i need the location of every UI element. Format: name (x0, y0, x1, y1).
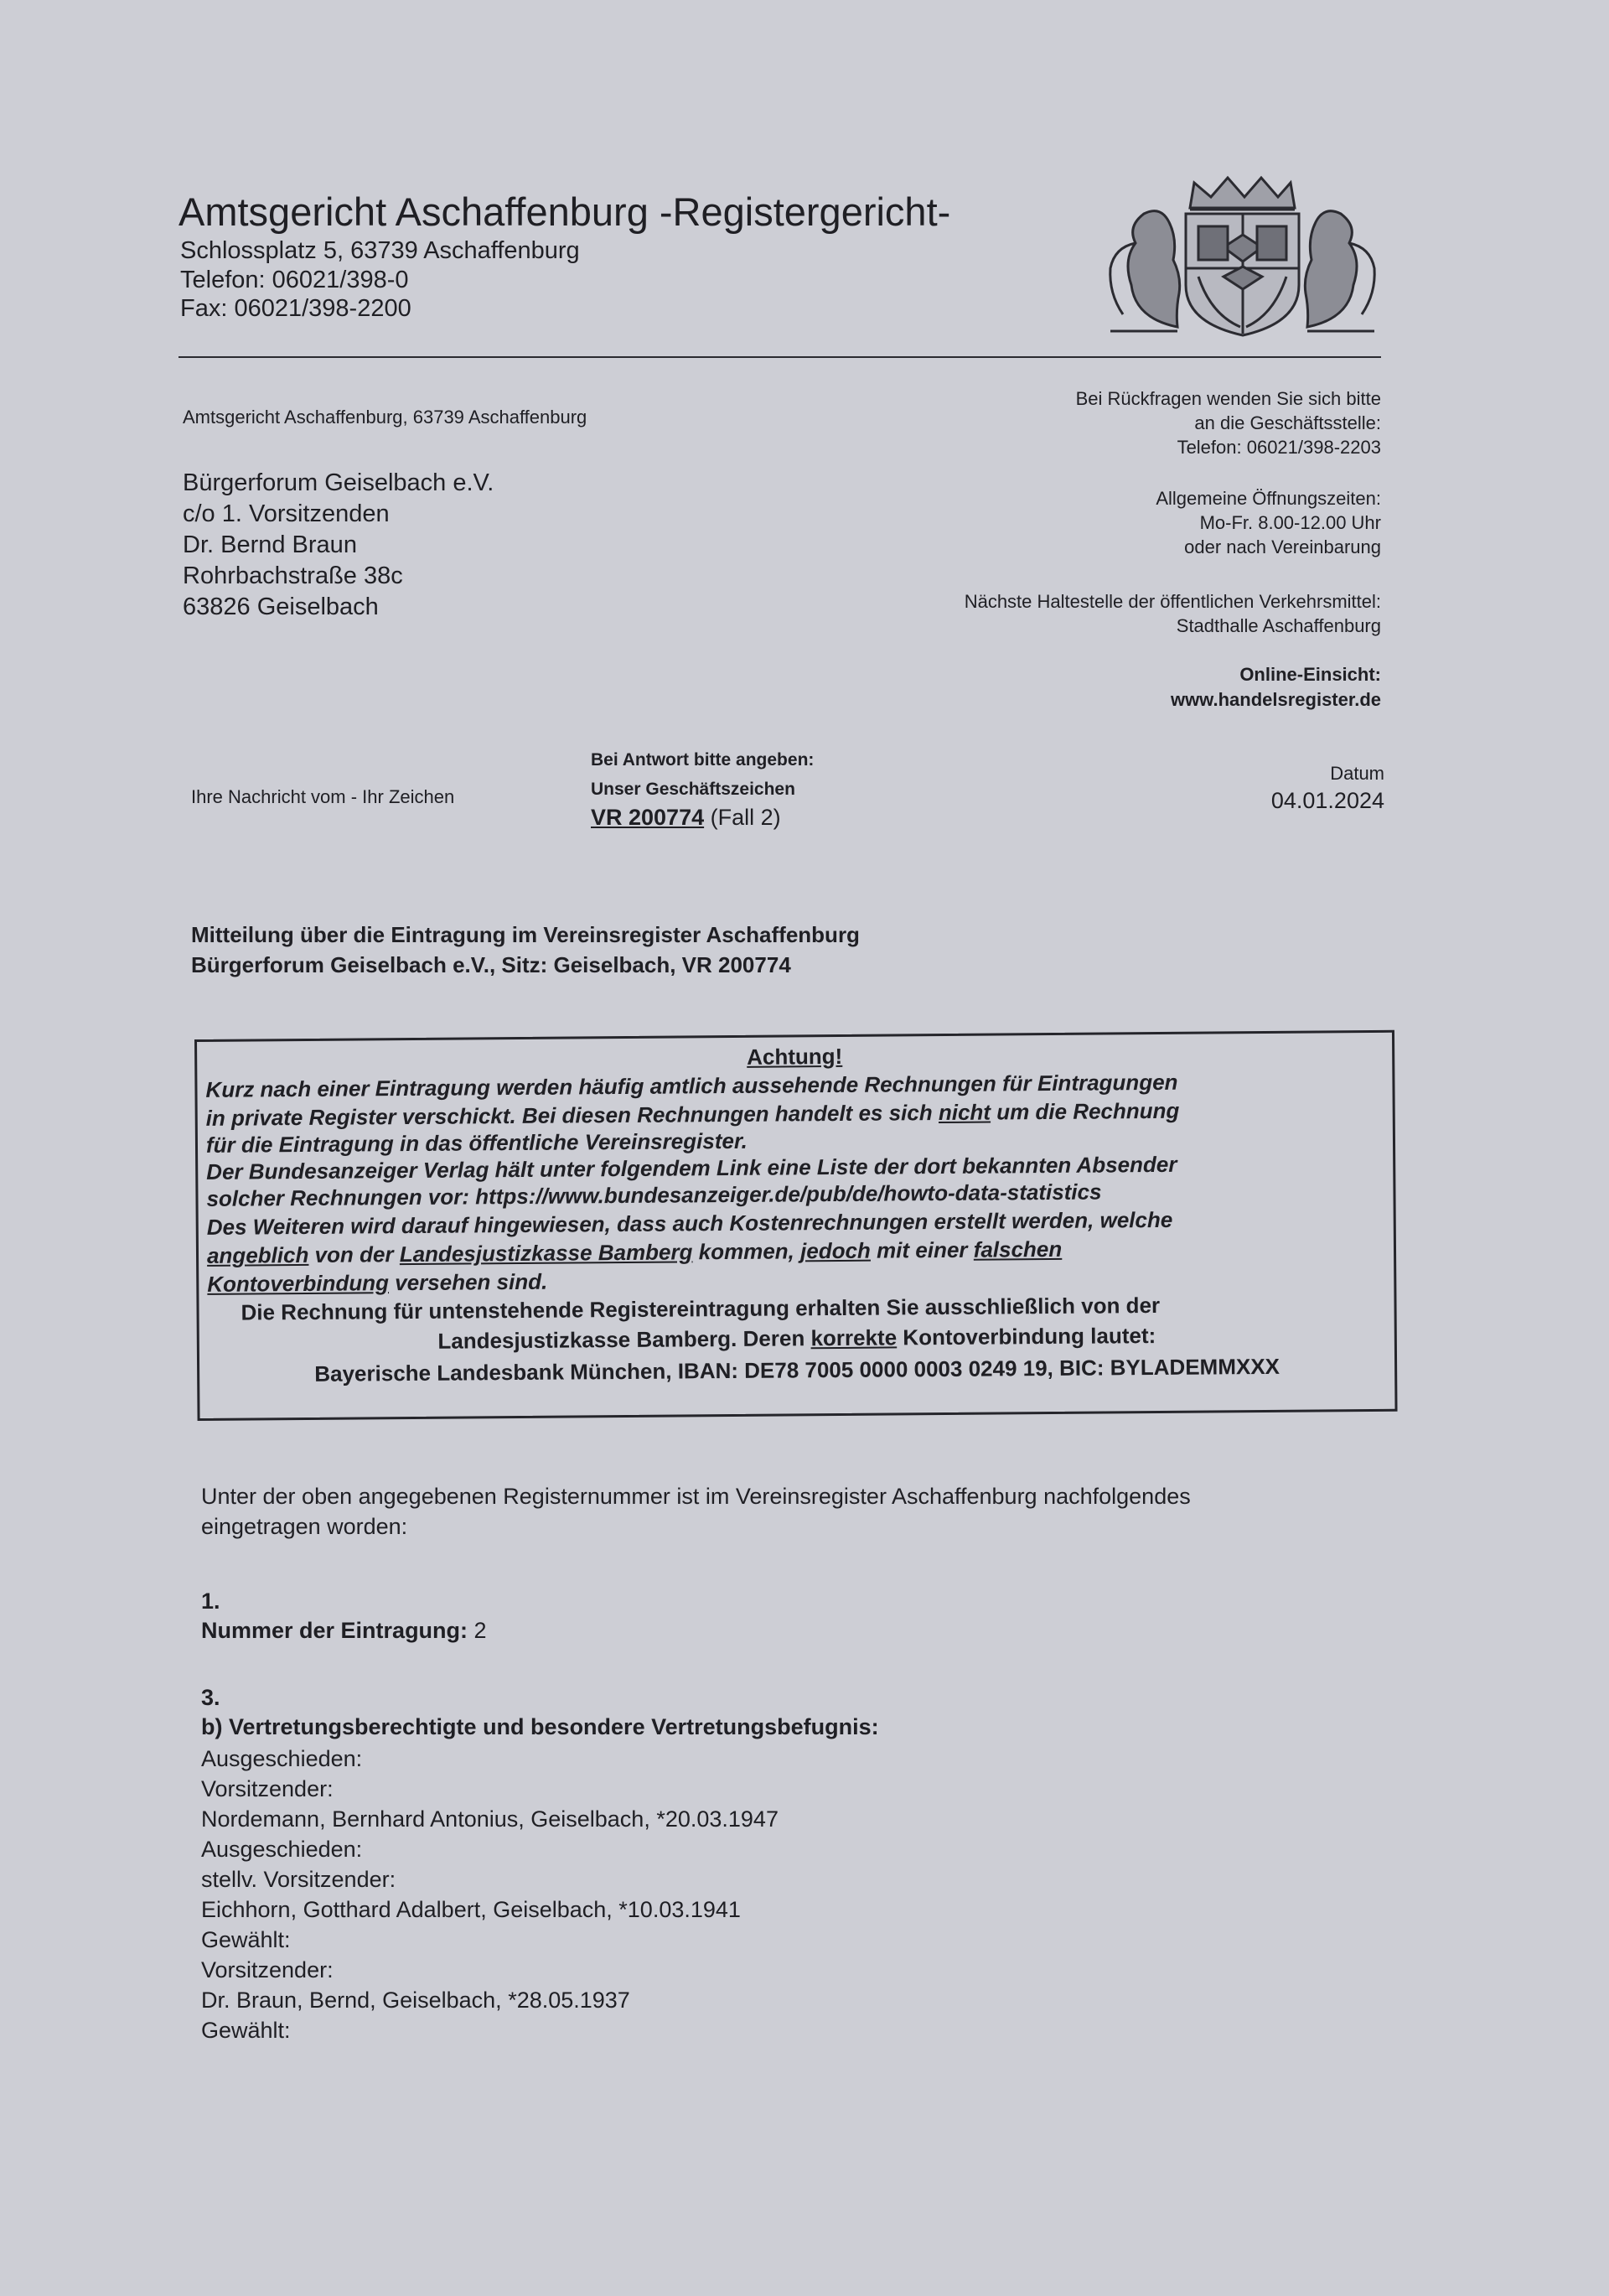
inquiry-phone: Telefon: 06021/398-2203 (1177, 437, 1381, 458)
warning-correct: korrekte (810, 1324, 898, 1351)
recipient-line-5: 63826 Geiselbach (183, 593, 379, 620)
recipient-line-3: Dr. Bernd Braun (183, 531, 357, 558)
register-number: VR 200774 (591, 805, 705, 830)
header-divider (178, 356, 1381, 358)
your-reference-label: Ihre Nachricht vom - Ihr Zeichen (191, 786, 455, 807)
entry-number-value: 2 (473, 1618, 487, 1643)
register-line: Vorsitzender: (201, 1776, 334, 1801)
register-line: Vorsitzender: (201, 1957, 334, 1982)
bank-details: Bayerische Landesbank München, IBAN: DE78 7005 0000 0003 0249 19, BIC: BYLADEMMXXX (314, 1353, 1280, 1386)
hours-value: Mo-Fr. 8.00-12.00 Uhr (1199, 512, 1381, 533)
subject-line-2: Bürgerforum Geiselbach e.V., Sitz: Geiselbach, VR 200774 (191, 952, 791, 977)
court-phone: Telefon: 06021/398-0 (180, 267, 409, 293)
date-value: 04.01.2024 (1270, 788, 1384, 813)
warning-line-2-a: in private Register verschickt. Bei diesen Rechnungen handelt es sich (205, 1100, 933, 1131)
our-reference (591, 805, 781, 831)
warning-line-2 (206, 1098, 1180, 1132)
transit-stop: Stadthalle Aschaffenburg (1176, 615, 1381, 636)
entry-number (201, 1618, 487, 1644)
warning-line-6: Des Weiteren wird darauf hingewiesen, dass auch Kostenrechnungen erstellt werden, welche (206, 1206, 1173, 1240)
warning-line-2-b: um die Rechnung (996, 1097, 1180, 1125)
register-line: Gewählt: (201, 2018, 291, 2043)
warning-line-9: Die Rechnung für untenstehende Registereintragung erhalten Sie ausschließlich von der (241, 1292, 1161, 1325)
warning-wrong: falschen (973, 1236, 1063, 1262)
warning-line-10-b: Kontoverbindung lautet: (903, 1323, 1156, 1350)
court-fax: Fax: 06021/398-2200 (180, 295, 411, 322)
warning-line-10 (199, 1321, 1394, 1356)
warning-line-1: Kurz nach einer Eintragung werden häufig amtlich aussehende Rechnungen für Eintragungen (205, 1069, 1178, 1102)
warning-however: jedoch (799, 1237, 871, 1264)
warning-not-emphasis: nicht (938, 1099, 991, 1126)
warning-box (194, 1030, 1398, 1421)
answer-label: Bei Antwort bitte angeben: (591, 750, 815, 770)
register-line: stellv. Vorsitzender: (201, 1867, 396, 1892)
court-name: Amtsgericht Aschaffenburg -Registergericht- (178, 189, 951, 234)
warning-line-7-b: kommen, (698, 1238, 794, 1265)
register-line: Nordemann, Bernhard Antonius, Geiselbach, *20.03.1947 (201, 1806, 779, 1832)
our-reference-label: Unser Geschäftszeichen (591, 780, 795, 799)
warning-line-7-a: von der (314, 1241, 394, 1267)
warning-line-8-rest: versehen sind. (395, 1268, 548, 1296)
inquiry-line-1: Bei Rückfragen wenden Sie sich bitte (1075, 388, 1381, 409)
bavarian-coat-of-arms-icon (1085, 168, 1387, 339)
hours-note: oder nach Vereinbarung (1184, 536, 1381, 557)
item-number-1: 1. (201, 1589, 220, 1614)
date-label: Datum (1330, 763, 1384, 784)
warning-link-line: solcher Rechnungen vor: https://www.bundesanzeiger.de/pub/de/howto-data-statistics (206, 1179, 1102, 1211)
warning-line-8 (207, 1269, 547, 1298)
transit-label: Nächste Haltestelle der öffentlichen Verkehrsmittel: (964, 591, 1381, 612)
subject-line-1: Mitteilung über die Eintragung im Vereinsregister Aschaffenburg (191, 922, 860, 947)
register-line: Eichhorn, Gotthard Adalbert, Geiselbach, *10.03.1941 (201, 1897, 741, 1922)
register-line: Ausgeschieden: (201, 1837, 363, 1862)
section-b-heading: b) Vertretungsberechtigte und besondere Vertretungsbefugnis: (201, 1714, 879, 1739)
case-number: (Fall 2) (710, 805, 781, 830)
recipient-line-1: Bürgerforum Geiselbach e.V. (183, 469, 494, 496)
warning-line-7 (207, 1236, 1062, 1269)
intro-line-2: eingetragen worden: (201, 1514, 408, 1539)
court-address: Schlossplatz 5, 63739 Aschaffenburg (180, 237, 580, 264)
register-line: Dr. Braun, Bernd, Geiselbach, *28.05.1937 (201, 1988, 630, 2013)
recipient-line-4: Rohrbachstraße 38c (183, 562, 403, 589)
warning-account: Kontoverbindung (207, 1270, 390, 1297)
sender-line: Amtsgericht Aschaffenburg, 63739 Aschaffenburg (183, 407, 587, 428)
online-label: Online-Einsicht: (1239, 664, 1381, 685)
warning-title: Achtung! (747, 1043, 843, 1070)
warning-allegedly: angeblich (206, 1241, 309, 1268)
inquiry-line-2: an die Geschäftsstelle: (1194, 412, 1381, 433)
item-number-3: 3. (201, 1685, 220, 1710)
entry-number-label: Nummer der Eintragung: (201, 1618, 468, 1643)
hours-label: Allgemeine Öffnungszeiten: (1156, 488, 1381, 509)
warning-treasury: Landesjustizkasse Bamberg (399, 1239, 693, 1267)
register-line: Gewählt: (201, 1927, 291, 1952)
intro-line-1: Unter der oben angegebenen Registernummer ist im Vereinsregister Aschaffenburg nachfolgendes (201, 1484, 1191, 1509)
online-url: www.handelsregister.de (1170, 689, 1381, 710)
warning-line-3: für die Eintragung in das öffentliche Vereinsregister. (205, 1127, 748, 1158)
register-line: Ausgeschieden: (201, 1746, 363, 1771)
warning-line-10-a: Landesjustizkasse Bamberg. Deren (437, 1325, 805, 1354)
warning-line-4: Der Bundesanzeiger Verlag hält unter folgendem Link eine Liste der dort bekannten Absender (206, 1151, 1177, 1184)
recipient-line-2: c/o 1. Vorsitzenden (183, 500, 390, 527)
warning-line-7-c: mit einer (876, 1236, 968, 1263)
